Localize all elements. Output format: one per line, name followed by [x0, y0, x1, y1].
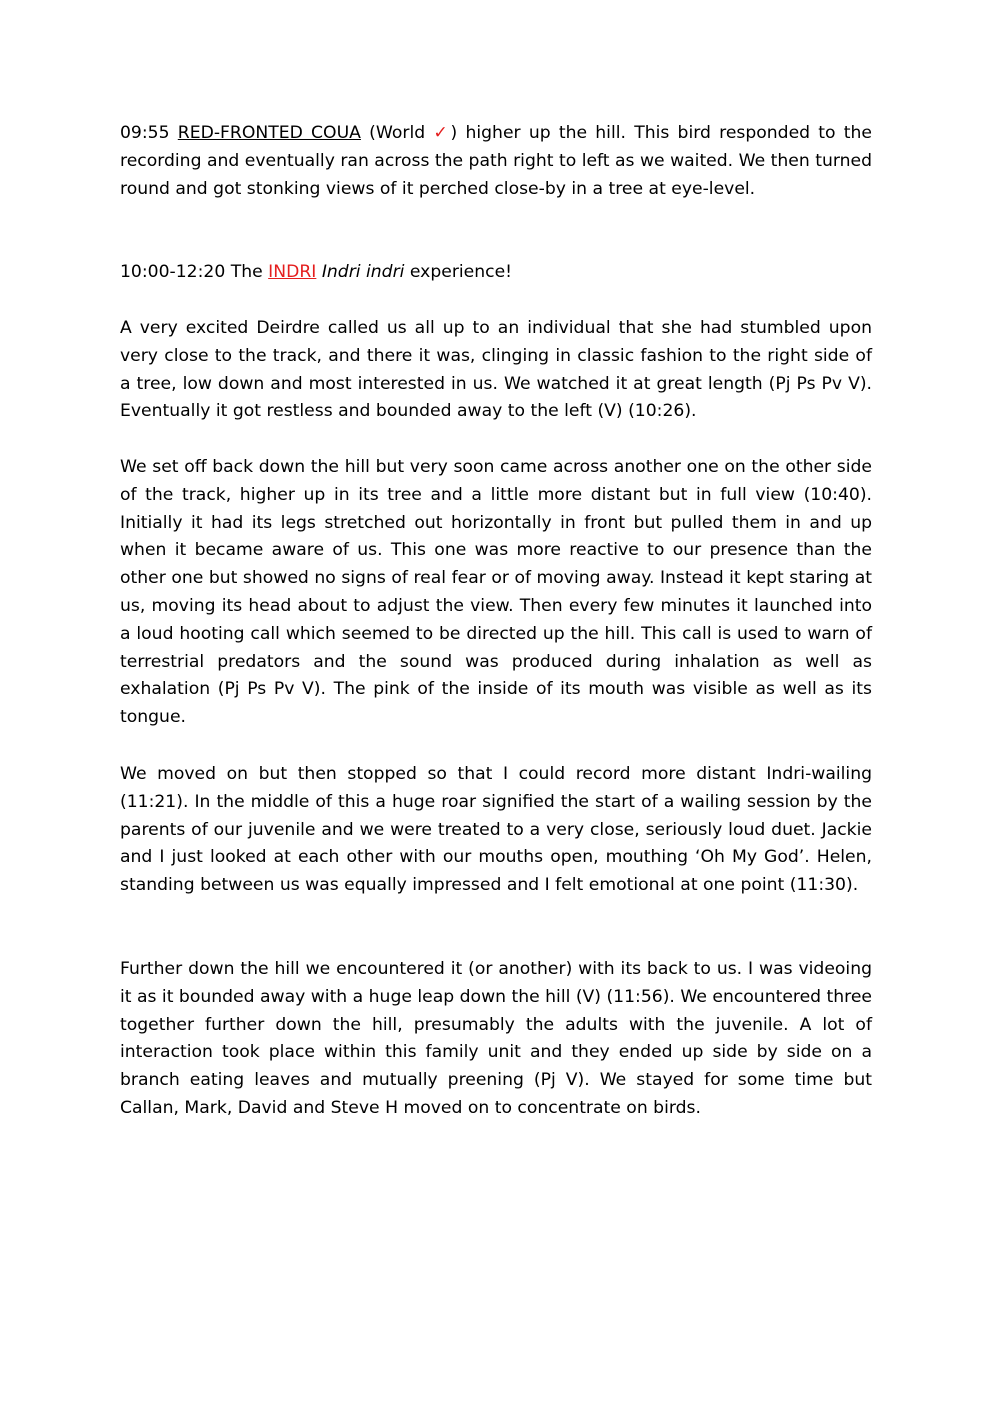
time-stamp: 09:55	[120, 123, 170, 143]
latin-name: Indri indri	[321, 262, 405, 282]
paragraph-first-indri: A very excited Deirdre called us all up to an individual that she had stumbled upon very close to the track, and there it was, clinging in classic fashion to the right side of a tree, low down and most interested in us. We watched it at great length (Pj Ps Pv V). Eventually it got restless and bounded away to the left (V) (10:26).	[120, 318, 872, 422]
paragraph-text: ) higher up the hill. This bird responded to the recording and eventually ran across the path right to left as we waited. We then turned round and got stonking views of it perched close-by in a tree at eye-level.	[120, 123, 872, 199]
species-name: INDRI	[268, 262, 317, 282]
paragraph-indri-wailing: We moved on but then stopped so that I could record more distant Indri-wailing (11:21). In the middle of this a huge roar signified the start of a wailing session by the parents of our juvenile and we were treated to a very close, seriously loud duet. Jackie and I just looked at each other with our mouths open, mouthing ‘Oh My God’. Helen, standing between us was equally impressed and I felt emotional at one point (11:30).	[120, 764, 872, 896]
checkmark-icon: ✓	[433, 123, 451, 143]
species-name: RED-FRONTED COUA	[177, 123, 361, 143]
paragraph-text: (World	[369, 123, 434, 143]
paragraph-text: experience!	[409, 262, 513, 282]
paragraph-family-unit: Further down the hill we encountered it (or another) with its back to us. I was videoing it as it bounded away with a huge leap down the hill (V) (11:56). We encountered three together further down the hill, presumably the adults with the juvenile. A lot of interaction took place within this family unit and they ended up side by side on a branch eating leaves and mutually preening (Pj V). We stayed for some time but Callan, Mark, David and Steve H moved on to concentrate on birds.	[120, 959, 873, 1118]
paragraph-indri-heading	[120, 259, 872, 287]
paragraph-red-fronted-coua	[120, 120, 872, 203]
time-range: 10:00-12:20	[120, 262, 226, 282]
paragraph-second-indri: We set off back down the hill but very soon came across another one on the other side of the track, higher up in its tree and a little more distant but in full view (10:40). Initially it had its legs stretched out horizontally in front but pulled them in and up when it became aware of us. This one was more reactive to our presence than the other one but showed no signs of real fear or of moving away. Instead it kept staring at us, moving its head about to adjust the view. Then every few minutes it launched into a loud hooting call which seemed to be directed up the hill. This call is used to warn of terrestrial predators and the sound was produced during inhalation as well as exhalation (Pj Ps Pv V). The pink of the inside of its mouth was visible as well as its tongue.	[120, 457, 872, 728]
paragraph-text: The	[230, 262, 263, 282]
